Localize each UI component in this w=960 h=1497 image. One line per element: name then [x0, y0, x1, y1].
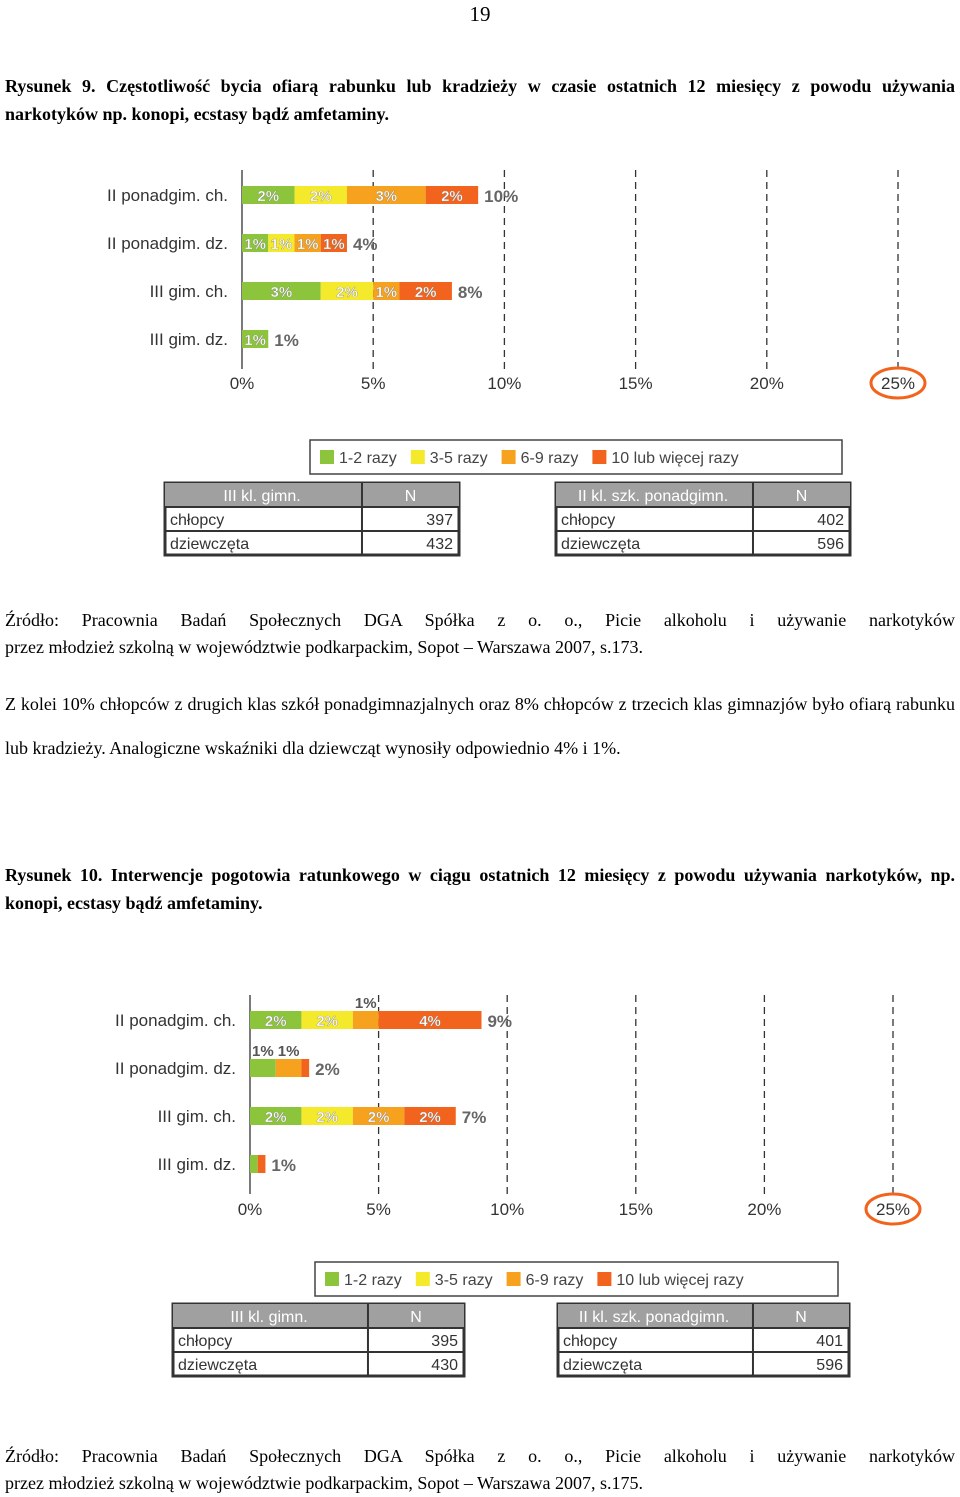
legend-label: 3-5 razy: [434, 1272, 493, 1289]
category-label: II ponadgim. ch.: [115, 1011, 236, 1030]
bar-value-label: 3%: [270, 284, 293, 301]
legend-swatch: [592, 450, 606, 464]
bar-segment: [258, 1155, 266, 1173]
figure-1-title: Rysunek 9. Częstotliwość bycia ofiarą rabunku lub kradzieży w czasie ostatnich 12 miesięcy z powodu używania narkotyków np. konopi, ecstasy bądź amfetaminy.: [5, 76, 955, 124]
bar-value-label: 1%: [322, 236, 345, 253]
bar-value-label: 1%: [244, 236, 266, 253]
category-label: II ponadgim. ch.: [107, 186, 228, 205]
n-table-cell: 430: [431, 1357, 458, 1374]
x-tick-label: 15%: [618, 374, 653, 393]
bar-value-label: 3%: [375, 188, 398, 205]
category-label: II ponadgim. dz.: [115, 1059, 236, 1078]
bar-value-label: 2%: [336, 284, 358, 301]
bar-value-label: 1%: [270, 236, 293, 253]
bar-total-label: 2%: [315, 1060, 340, 1079]
n-table-cell: chłopcy: [178, 1333, 233, 1350]
bar-value-label: 1%: [296, 236, 319, 253]
category-label: II ponadgim. dz.: [107, 234, 228, 253]
n-table-cell: 596: [816, 1357, 843, 1374]
bar-value-label: 2%: [316, 1109, 339, 1126]
category-label: III gim. ch.: [149, 282, 228, 301]
x-tick-label: 20%: [747, 1200, 782, 1219]
n-table-cell: chłopcy: [563, 1333, 618, 1350]
figure-2-source: [5, 1443, 955, 1497]
n-table-header: N: [795, 488, 808, 505]
x-tick-label: 0%: [229, 374, 255, 393]
bar-segment: [250, 1155, 258, 1173]
n-table-header: N: [410, 1309, 422, 1326]
n-table-cell: chłopcy: [561, 512, 616, 529]
figure-2-chart: [0, 985, 960, 1385]
x-tick-label: 10%: [490, 1200, 525, 1219]
legend-swatch: [325, 1272, 339, 1286]
bar-value-label: 2%: [414, 284, 437, 301]
legend-swatch: [502, 450, 516, 464]
bar-segment: [276, 1059, 302, 1077]
x-tick-label: 15%: [618, 1200, 653, 1219]
figure-2-title: Rysunek 10. Interwencje pogotowia ratunkowego w ciągu ostatnich 12 miesięcy z powodu używania narkotyków, np. konopi, ecstasy bądź amfetaminy.: [5, 865, 955, 913]
n-table-cell: dziewczęta: [563, 1357, 643, 1374]
bar-total-label: 10%: [484, 187, 519, 206]
x-tick-label: 5%: [360, 374, 386, 393]
n-table-cell: dziewczęta: [170, 536, 250, 553]
n-table-cell: 402: [817, 512, 844, 529]
legend-label: 10 lub więcej razy: [616, 1272, 744, 1289]
bar-value-label: 1%: [375, 284, 398, 301]
body-paragraph: Z kolei 10% chłopców z drugich klas szkół ponadgimnazjalnych oraz 8% chłopców z trzecich klas gimnazjów było ofiarą rabunku lub kradzieży. Analogiczne wskaźniki dla dziewcząt wynosiły odpowiednio 4% i 1%.: [5, 694, 955, 758]
legend-swatch: [507, 1272, 521, 1286]
bar-segment: [301, 1059, 309, 1077]
bar-value-label: 2%: [309, 188, 332, 205]
n-table-header: II kl. szk. ponadgimn.: [577, 488, 729, 505]
legend-label: 3-5 razy: [429, 450, 488, 467]
x-tick-label: 10%: [487, 374, 522, 393]
x-tick-label: 20%: [749, 374, 784, 393]
x-tick-label: 5%: [366, 1200, 391, 1219]
n-table-header: N: [795, 1309, 807, 1326]
n-table-cell: 432: [426, 536, 453, 553]
bar-value-label: 1%: [244, 332, 266, 349]
n-table-header: II kl. szk. ponadgimn.: [578, 1309, 730, 1326]
bar-total-label: 9%: [487, 1012, 513, 1031]
figure-1-source-line-1: Źródło: Pracownia Badań Społecznych DGA Spółka z o. o., Picie alkoholu i używanie narkotyków: [5, 610, 955, 630]
chart-svg: [0, 160, 960, 560]
legend-label: 1-2 razy: [339, 450, 397, 467]
n-table-header: N: [404, 488, 417, 505]
bar-value-label: 1%: [354, 995, 377, 1012]
legend-label: 10 lub więcej razy: [611, 450, 739, 467]
bar-total-label: 8%: [457, 283, 483, 302]
n-table-cell: dziewczęta: [561, 536, 641, 553]
x-tick-label: 25%: [875, 1200, 911, 1219]
legend-swatch: [597, 1272, 611, 1286]
bar-segment: [250, 1059, 276, 1077]
legend-swatch: [411, 450, 425, 464]
bar-total-label: 1%: [271, 1156, 297, 1175]
n-table-cell: chłopcy: [170, 512, 225, 529]
bar-value-label: 2%: [419, 1109, 441, 1126]
legend-label: 1-2 razy: [344, 1272, 402, 1289]
x-tick-label: 25%: [880, 374, 916, 393]
bar-segment: [353, 1011, 379, 1029]
bar-value-label: 2%: [316, 1013, 339, 1030]
bar-value-label: 2%: [264, 1109, 287, 1126]
bar-value-label: 1%: [277, 1043, 300, 1060]
n-table-cell: 401: [816, 1333, 843, 1350]
bar-value-label: 2%: [367, 1109, 390, 1126]
figure-2-source-line-2: przez młodzież szkolną w województwie podkarpackim, Sopot – Warszawa 2007, s.175.: [5, 1473, 644, 1493]
legend-swatch: [320, 450, 334, 464]
category-label: III gim. dz.: [149, 330, 228, 349]
bar-value-label: 1%: [252, 1043, 274, 1060]
n-table-header: III kl. gimn.: [223, 488, 301, 505]
bar-value-label: 2%: [264, 1013, 287, 1030]
n-table-cell: 397: [426, 512, 453, 529]
legend-label: 6-9 razy: [525, 1272, 584, 1289]
page-number: 19: [469, 2, 491, 26]
bar-total-label: 4%: [352, 235, 378, 254]
category-label: III gim. dz.: [157, 1155, 236, 1174]
n-table-header: III kl. gimn.: [230, 1309, 308, 1326]
n-table-cell: dziewczęta: [178, 1357, 258, 1374]
legend-swatch: [416, 1272, 430, 1286]
legend-label: 6-9 razy: [520, 450, 579, 467]
figure-1-chart: [0, 160, 960, 560]
n-table-cell: 596: [817, 536, 844, 553]
category-label: III gim. ch.: [157, 1107, 236, 1126]
bar-value-label: 2%: [441, 188, 463, 205]
bar-total-label: 7%: [461, 1108, 487, 1127]
bar-total-label: 1%: [274, 331, 299, 350]
chart-svg: [0, 985, 960, 1385]
bar-value-label: 4%: [419, 1013, 441, 1030]
bar-value-label: 2%: [257, 188, 280, 205]
figure-2-source-line-1: Źródło: Pracownia Badań Społecznych DGA Spółka z o. o., Picie alkoholu i używanie narkotyków: [5, 1446, 955, 1466]
figure-1-source: [5, 607, 955, 661]
figure-1-source-line-2: przez młodzież szkolną w województwie podkarpackim, Sopot – Warszawa 2007, s.173.: [5, 637, 644, 657]
x-tick-label: 0%: [237, 1200, 263, 1219]
n-table-cell: 395: [431, 1333, 458, 1350]
